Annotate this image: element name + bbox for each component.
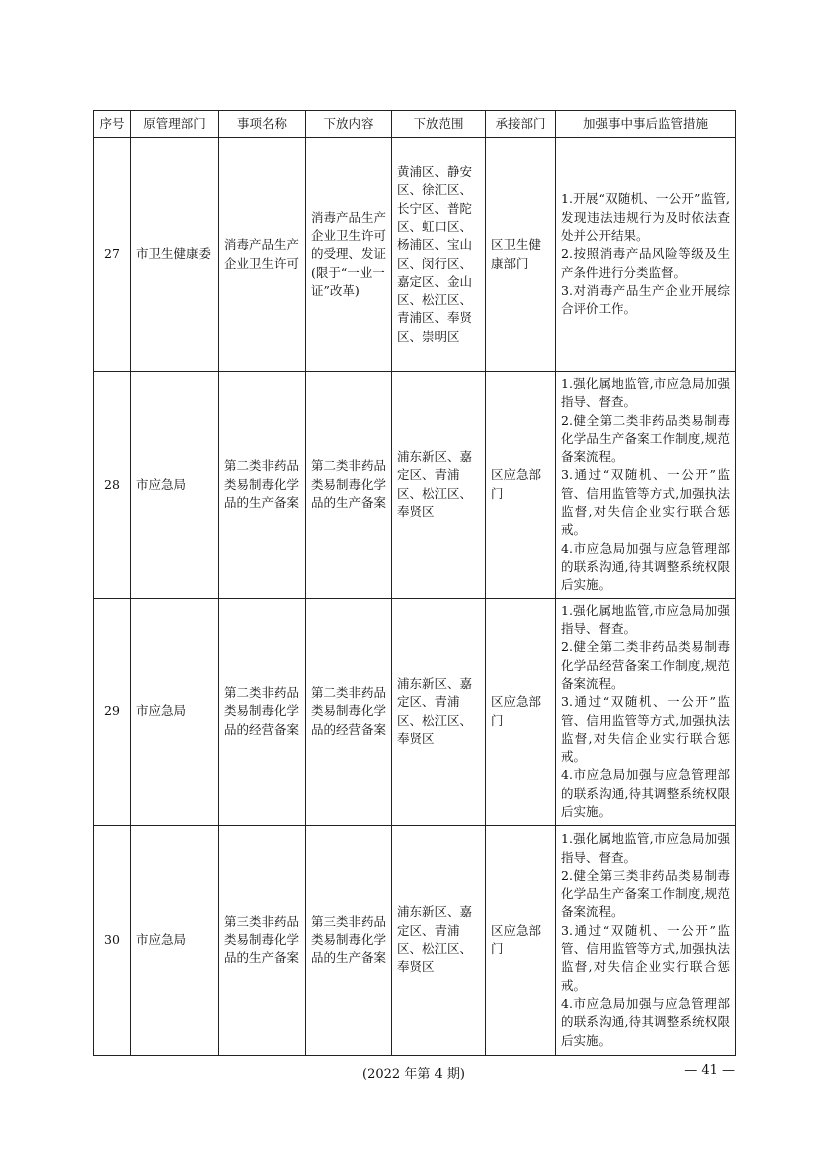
row-content: 第二类非药品类易制毒化学品的经营备案 [306, 598, 392, 825]
header-dept: 原管理部门 [131, 111, 219, 138]
row-no: 28 [94, 372, 131, 599]
header-receiver: 承接部门 [486, 111, 556, 138]
table-row [94, 372, 736, 599]
row-dept: 市应急局 [131, 825, 219, 1055]
row-dept: 市应急局 [131, 372, 219, 599]
row-measures [556, 825, 736, 1055]
measure-item: 2.按照消毒产品风险等级及生产条件进行分类监督。 [561, 246, 730, 280]
measure-item: 2.健全第三类非药品类易制毒化学品生产备案工作制度,规范备案流程。 [561, 867, 730, 920]
row-no: 27 [94, 138, 131, 372]
row-dept: 市卫生健康委 [131, 138, 219, 372]
row-no: 29 [94, 598, 131, 825]
measure-item: 1.强化属地监管,市应急局加强指导、督查。 [561, 376, 730, 410]
table-header-row [94, 111, 736, 138]
measure-item: 3.对消毒产品生产企业开展综合评价工作。 [561, 282, 730, 317]
measure-item: 4.市应急局加强与应急管理部的联系沟通,待其调整系统权限后实施。 [561, 540, 730, 593]
measure-item: 3.通过“双随机、一公开”监管、信用监管等方式,加强执法监督,对失信企业实行联合惩戒。 [561, 922, 730, 993]
row-no: 30 [94, 825, 131, 1055]
measure-item: 3.通过“双随机、一公开”监管、信用监管等方式,加强执法监督,对失信企业实行联合惩戒。 [561, 694, 730, 765]
row-measures [556, 598, 736, 825]
measure-item: 3.通过“双随机、一公开”监管、信用监管等方式,加强执法监督,对失信企业实行联合惩戒。 [561, 467, 730, 538]
measure-item: 1.强化属地监管,市应急局加强指导、督查。 [561, 602, 730, 637]
header-item: 事项名称 [219, 111, 306, 138]
row-item: 第二类非药品类易制毒化学品的生产备案 [219, 372, 306, 599]
page-number: — 41 — [684, 1063, 735, 1078]
row-receiver: 区应急部门 [486, 825, 556, 1055]
header-scope: 下放范围 [392, 111, 486, 138]
measure-item: 2.健全第二类非药品类易制毒化学品生产备案工作制度,规范备案流程。 [561, 412, 730, 465]
row-scope: 浦东新区、嘉定区、青浦区、松江区、奉贤区 [392, 372, 486, 599]
row-content: 第三类非药品类易制毒化学品的生产备案 [306, 825, 392, 1055]
issue-label: (2022 年第 4 期) [362, 1067, 465, 1082]
row-scope: 黄浦区、静安区、徐汇区、长宁区、普陀区、虹口区、杨浦区、宝山区、闵行区、嘉定区、金山区、松江区、青浦区、奉贤区、崇明区 [392, 138, 486, 372]
measure-item: 1.开展“双随机、一公开”监管,发现违法违规行为及时依法查处并公开结果。 [561, 191, 730, 244]
measure-item: 4.市应急局加强与应急管理部的联系沟通,待其调整系统权限后实施。 [561, 995, 730, 1048]
row-item: 消毒产品生产企业卫生许可 [219, 138, 306, 372]
row-item: 第三类非药品类易制毒化学品的生产备案 [219, 825, 306, 1055]
table-row [94, 825, 736, 1055]
row-receiver: 区卫生健康部门 [486, 138, 556, 372]
header-content: 下放内容 [306, 111, 392, 138]
row-content: 消毒产品生产企业卫生许可的受理、发证(限于“一业一证”改革) [306, 138, 392, 372]
row-measures [556, 372, 736, 599]
row-content: 第二类非药品类易制毒化学品的生产备案 [306, 372, 392, 599]
measure-item: 2.健全第二类非药品类易制毒化学品经营备案工作制度,规范备案流程。 [561, 639, 730, 691]
row-scope: 浦东新区、嘉定区、青浦区、松江区、奉贤区 [392, 598, 486, 825]
row-item: 第二类非药品类易制毒化学品的经营备案 [219, 598, 306, 825]
measure-item: 4.市应急局加强与应急管理部的联系沟通,待其调整系统权限后实施。 [561, 767, 730, 820]
policy-table [93, 110, 736, 1056]
row-scope: 浦东新区、嘉定区、青浦区、松江区、奉贤区 [392, 825, 486, 1055]
row-receiver: 区应急部门 [486, 372, 556, 599]
measure-item: 1.强化属地监管,市应急局加强指导、督查。 [561, 831, 730, 865]
table-row [94, 598, 736, 825]
row-measures [556, 138, 736, 372]
header-no: 序号 [94, 111, 131, 138]
table-row [94, 138, 736, 372]
row-receiver: 区应急部门 [486, 598, 556, 825]
header-measures: 加强事中事后监管措施 [556, 111, 736, 138]
row-dept: 市应急局 [131, 598, 219, 825]
